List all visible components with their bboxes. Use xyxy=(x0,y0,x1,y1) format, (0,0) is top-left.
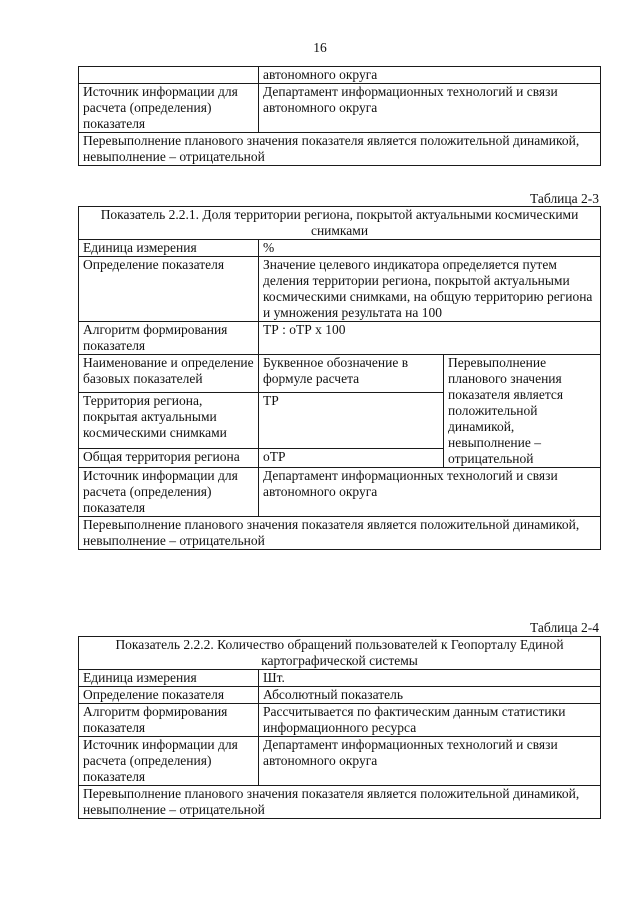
table-row xyxy=(79,737,601,786)
row-label: Источник информации для расчета (определения) показателя xyxy=(79,737,259,786)
table-row xyxy=(79,670,601,687)
table-footer-row xyxy=(79,517,601,550)
page-number: 16 xyxy=(313,40,327,55)
table-row xyxy=(79,687,601,704)
table-row xyxy=(79,240,601,257)
table-row xyxy=(79,468,601,517)
table-header-row xyxy=(79,207,601,240)
row-value: Департамент информационных технологий и связи автономного округа xyxy=(259,84,601,133)
row-value: % xyxy=(259,240,601,257)
table-caption: Таблица 2-3 xyxy=(530,191,599,206)
base-label: Территория региона, покрытая актуальными космическими снимками xyxy=(79,392,259,448)
base-header-label: Наименование и определение базовых показателей xyxy=(79,355,259,393)
table-header: Показатель 2.2.2. Количество обращений пользователей к Геопорталу Единой картографической системы xyxy=(79,637,601,670)
row-label: Алгоритм формирования показателя xyxy=(79,704,259,737)
table-row xyxy=(79,704,601,737)
table-footer: Перевыполнение планового значения показателя является положительной динамикой, невыполнение – отрицательной xyxy=(79,786,601,819)
table-footer-row xyxy=(79,786,601,819)
row-label xyxy=(79,67,259,84)
table-row xyxy=(79,84,601,133)
row-label: Алгоритм формирования показателя xyxy=(79,322,259,355)
table-row xyxy=(79,67,601,84)
table-continuation xyxy=(78,66,601,166)
row-value: Департамент информационных технологий и связи автономного округа xyxy=(259,468,601,517)
row-value: Департамент информационных технологий и связи автономного округа xyxy=(259,737,601,786)
row-value: Рассчитывается по фактическим данным статистики информационного ресурса xyxy=(259,704,601,737)
table-row xyxy=(79,322,601,355)
row-value: Значение целевого индикатора определяется путем деления территории региона, покрытой актуальными космическими снимками, на общую территорию региона и умножения результата на 100 xyxy=(259,257,601,322)
row-value: ТР : оТР х 100 xyxy=(259,322,601,355)
table-row xyxy=(79,257,601,322)
row-label: Источник информации для расчета (определения) показателя xyxy=(79,84,259,133)
row-label: Определение показателя xyxy=(79,687,259,704)
base-note: Перевыполнение планового значения показателя является положительной динамикой, невыполнение – отрицательной xyxy=(444,355,601,468)
table-header-row xyxy=(79,637,601,670)
row-label: Единица измерения xyxy=(79,240,259,257)
row-label: Определение показателя xyxy=(79,257,259,322)
table-2-3 xyxy=(78,206,601,550)
table-caption: Таблица 2-4 xyxy=(530,620,599,635)
row-label: Единица измерения xyxy=(79,670,259,687)
row-label: Источник информации для расчета (определения) показателя xyxy=(79,468,259,517)
table-footer-row xyxy=(79,133,601,166)
base-label: Общая территория региона xyxy=(79,448,259,467)
base-symbol: ТР xyxy=(259,392,444,448)
base-header-symbol: Буквенное обозначение в формуле расчета xyxy=(259,355,444,393)
row-value: Шт. xyxy=(259,670,601,687)
table-footer: Перевыполнение планового значения показателя является положительной динамикой, невыполнение – отрицательной xyxy=(79,133,601,166)
table-footer: Перевыполнение планового значения показателя является положительной динамикой, невыполнение – отрицательной xyxy=(79,517,601,550)
row-value: автономного округа xyxy=(259,67,601,84)
table-header: Показатель 2.2.1. Доля территории региона, покрытой актуальными космическими снимками xyxy=(79,207,601,240)
base-symbol: оТР xyxy=(259,448,444,467)
row-value: Абсолютный показатель xyxy=(259,687,601,704)
table-row xyxy=(79,355,601,393)
table-2-4 xyxy=(78,636,601,819)
